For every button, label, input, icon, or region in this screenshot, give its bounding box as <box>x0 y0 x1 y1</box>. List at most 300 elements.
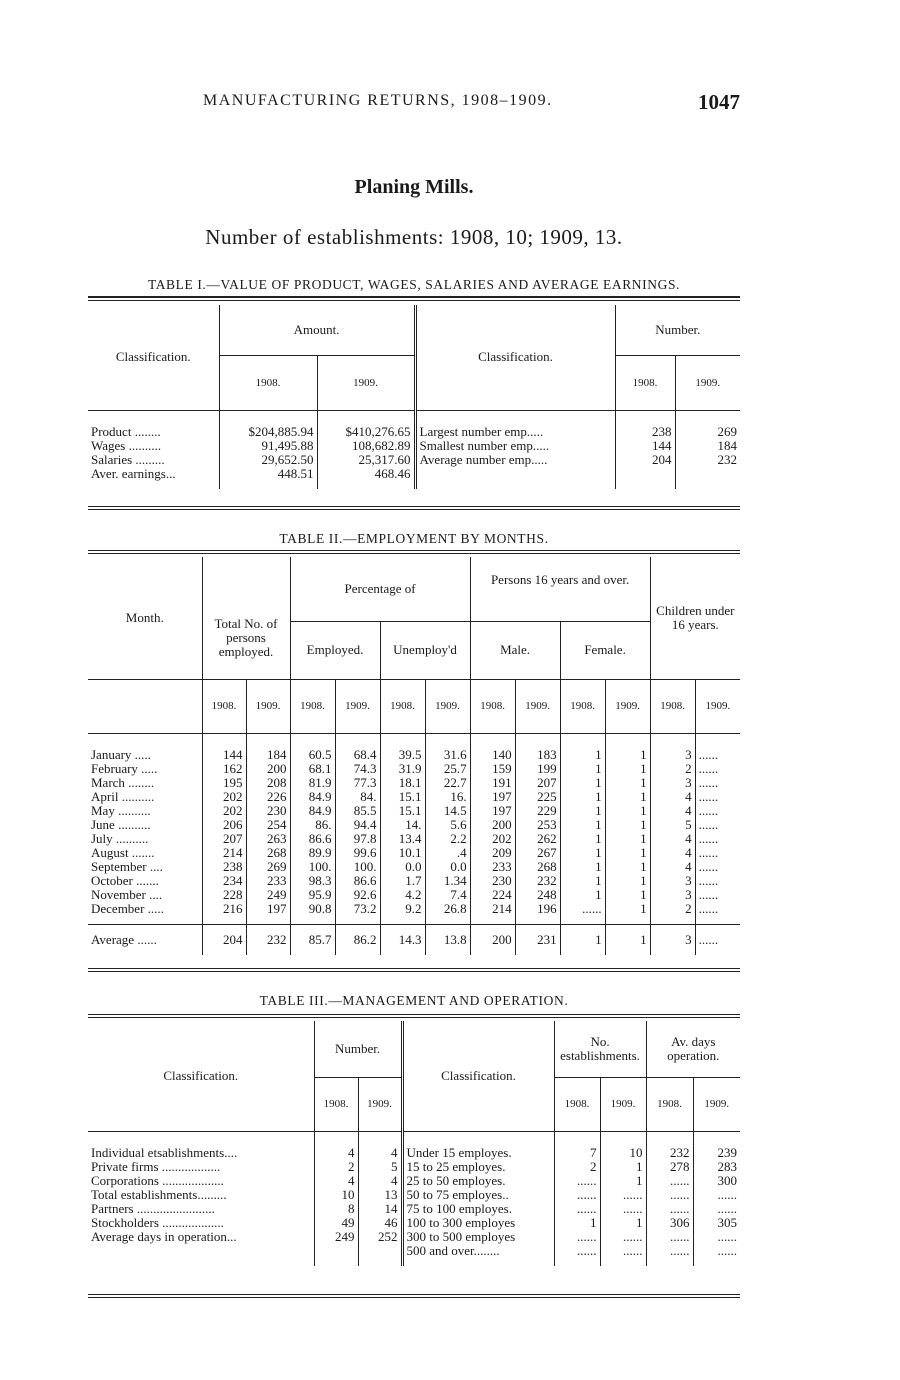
t2-cell: 85.5 <box>335 804 380 818</box>
t1-cell <box>615 467 675 481</box>
t2-cell: 81.9 <box>290 776 335 790</box>
t2-cell: 3 <box>650 748 695 762</box>
t3-cell: ...... <box>600 1230 646 1244</box>
t2-cell: 1 <box>605 888 650 902</box>
t2-cell: 1 <box>605 860 650 874</box>
t2-cell: 1 <box>605 902 650 916</box>
table1-caption: TABLE I.—VALUE OF PRODUCT, WAGES, SALARIES AND AVERAGE EARNINGS. <box>147 277 681 292</box>
t3-head-estab-1909: 1909. <box>600 1077 646 1131</box>
t2-cell: 230 <box>470 874 515 888</box>
table-row <box>88 1230 740 1244</box>
t2-head-total-1908: 1908. <box>202 679 246 733</box>
average-row <box>88 933 740 947</box>
t2-head-emp-1908: 1908. <box>290 679 335 733</box>
t2-cell: 4 <box>650 832 695 846</box>
t2-cell: 200 <box>470 818 515 832</box>
t2-cell: 1 <box>560 804 605 818</box>
t2-head-female-1908: 1908. <box>560 679 605 733</box>
t3-cell: 239 <box>717 1145 738 1160</box>
t1-cell: $204,885.94 <box>219 425 317 439</box>
t2-month-label: March ........ <box>88 776 202 790</box>
t2-cell: 14. <box>380 818 425 832</box>
t3-cell: 10 <box>600 1146 646 1160</box>
page-number: 1047 <box>698 90 740 114</box>
t2-cell: ...... <box>698 761 719 776</box>
t2-cell: 262 <box>515 832 560 846</box>
t2-cell: 140 <box>470 748 515 762</box>
page-title: Planing Mills. <box>354 176 474 198</box>
t3-head-number: Number. <box>314 1021 402 1077</box>
t2-cell: 1 <box>560 933 605 947</box>
t3-cell: ...... <box>554 1244 600 1258</box>
t2-head-persons16: Persons 16 years and over. <box>470 557 650 621</box>
t3-row-label: 25 to 50 employes. <box>402 1174 554 1188</box>
t2-cell: 1 <box>605 748 650 762</box>
t2-cell: 216 <box>202 902 246 916</box>
t3-cell: 305 <box>717 1215 738 1230</box>
t2-cell: 77.3 <box>335 776 380 790</box>
t3-row-label: Corporations ................... <box>88 1174 314 1188</box>
t2-cell: 2 <box>650 762 695 776</box>
t3-cell: ...... <box>717 1201 738 1216</box>
table3-caption: TABLE III.—MANAGEMENT AND OPERATION. <box>259 993 569 1008</box>
t2-cell: 90.8 <box>290 902 335 916</box>
t2-cell: 60.5 <box>290 748 335 762</box>
t3-cell: 1 <box>600 1160 646 1174</box>
t1-row-label2: Smallest number emp..... <box>415 439 615 453</box>
t3-cell: 1 <box>600 1174 646 1188</box>
t2-head-percentage: Percentage of <box>290 557 470 621</box>
t1-cell: 91,495.88 <box>219 439 317 453</box>
t2-cell: 267 <box>515 846 560 860</box>
t2-cell: 226 <box>246 790 290 804</box>
table-row <box>88 874 740 888</box>
t2-cell: 184 <box>246 748 290 762</box>
t2-cell: 207 <box>202 832 246 846</box>
t3-cell: ...... <box>646 1202 693 1216</box>
t2-month-label: July .......... <box>88 832 202 846</box>
t2-cell: 5.6 <box>425 818 470 832</box>
t2-month-label: September .... <box>88 860 202 874</box>
t3-cell: 8 <box>314 1202 358 1216</box>
t3-head-classification2: Classification. <box>402 1021 554 1131</box>
t2-cell: 1.34 <box>425 874 470 888</box>
t2-month-label: Average ...... <box>88 933 202 947</box>
table-row <box>88 832 740 846</box>
table3-bottom-rule <box>88 1294 740 1298</box>
t2-head-male: Male. <box>470 621 560 679</box>
page-subtitle: Number of establishments: 1908, 10; 1909, 13. <box>205 225 623 249</box>
t1-row-label: Aver. earnings... <box>88 467 219 481</box>
t2-cell: 232 <box>515 874 560 888</box>
table-row <box>88 790 740 804</box>
table-row <box>88 804 740 818</box>
t3-cell: 300 <box>717 1173 738 1188</box>
t2-cell: 197 <box>470 790 515 804</box>
t3-cell: ...... <box>600 1188 646 1202</box>
table-row <box>88 1174 740 1188</box>
t2-cell: 95.9 <box>290 888 335 902</box>
t2-cell: 99.6 <box>335 846 380 860</box>
t2-cell: .4 <box>425 846 470 860</box>
table-row <box>88 453 740 467</box>
table-row <box>88 439 740 453</box>
t1-row-label2: Largest number emp..... <box>415 425 615 439</box>
t3-head-estab-1908: 1908. <box>554 1077 600 1131</box>
table1 <box>88 305 740 489</box>
t1-row-label: Salaries ......... <box>88 453 219 467</box>
t3-head-days-1908: 1908. <box>646 1077 693 1131</box>
t2-month-label: November .... <box>88 888 202 902</box>
t1-row-label2: Average number emp..... <box>415 453 615 467</box>
t3-row-label <box>88 1244 314 1258</box>
table-row <box>88 902 740 916</box>
t2-head-emp-1909: 1909. <box>335 679 380 733</box>
t2-cell: 31.9 <box>380 762 425 776</box>
t2-head-female-1909: 1909. <box>605 679 650 733</box>
t3-row-label: Total establishments......... <box>88 1188 314 1202</box>
t2-cell: 4 <box>650 790 695 804</box>
t3-head-number-1909: 1909. <box>358 1077 402 1131</box>
t3-cell: ...... <box>600 1244 646 1258</box>
t2-cell: 16. <box>425 790 470 804</box>
t1-cell: 184 <box>717 438 738 453</box>
t2-head-unemp-1908: 1908. <box>380 679 425 733</box>
t2-cell: 191 <box>470 776 515 790</box>
table2-bottom-rule <box>88 968 740 972</box>
t3-cell: 4 <box>358 1146 402 1160</box>
t2-cell: 14.3 <box>380 933 425 947</box>
t2-cell: 74.3 <box>335 762 380 776</box>
t2-cell: 84.9 <box>290 804 335 818</box>
t1-cell: 29,652.50 <box>219 453 317 467</box>
t2-cell: 144 <box>202 748 246 762</box>
t1-cell: 25,317.60 <box>317 453 415 467</box>
table-row <box>88 748 740 762</box>
t2-cell: 3 <box>650 776 695 790</box>
t1-head-number-1908: 1908. <box>615 355 675 410</box>
t2-cell: ...... <box>698 775 719 790</box>
t2-cell: 94.4 <box>335 818 380 832</box>
t3-cell: 4 <box>314 1146 358 1160</box>
t2-cell: 238 <box>202 860 246 874</box>
t3-head-estab: No. establishments. <box>554 1021 646 1077</box>
t2-cell: 68.1 <box>290 762 335 776</box>
t2-cell: 249 <box>246 888 290 902</box>
t2-cell: ...... <box>698 803 719 818</box>
t2-cell: 15.1 <box>380 790 425 804</box>
t2-cell: 84. <box>335 790 380 804</box>
t2-cell: 1 <box>560 790 605 804</box>
t3-row-label: 50 to 75 employes.. <box>402 1188 554 1202</box>
t3-cell: 1 <box>600 1216 646 1230</box>
t2-cell: 1 <box>605 818 650 832</box>
t2-cell: 206 <box>202 818 246 832</box>
t2-month-label: February ..... <box>88 762 202 776</box>
t3-row-label: Stockholders ................... <box>88 1216 314 1230</box>
t2-cell: 1 <box>605 776 650 790</box>
t1-head-number: Number. <box>615 305 740 355</box>
t3-cell: 278 <box>646 1160 693 1174</box>
t2-cell: 3 <box>650 933 695 947</box>
t3-cell: ...... <box>646 1244 693 1258</box>
t2-cell: 0.0 <box>380 860 425 874</box>
t3-cell <box>314 1244 358 1258</box>
t3-head-number-1908: 1908. <box>314 1077 358 1131</box>
t1-head-classification: Classification. <box>88 305 219 410</box>
table-row <box>88 846 740 860</box>
t2-cell: 248 <box>515 888 560 902</box>
table-row <box>88 467 740 481</box>
t2-cell: 100. <box>335 860 380 874</box>
t1-cell <box>675 467 740 481</box>
t2-cell: 13.8 <box>425 933 470 947</box>
t3-cell: 4 <box>358 1174 402 1188</box>
t3-row-label: Under 15 employes. <box>402 1146 554 1160</box>
t2-cell: 268 <box>246 846 290 860</box>
t3-cell: ...... <box>646 1174 693 1188</box>
t3-row-label: Private firms .................. <box>88 1160 314 1174</box>
table1-bottom-rule <box>88 506 740 510</box>
t2-cell: 268 <box>515 860 560 874</box>
t2-cell: ...... <box>698 831 719 846</box>
t2-cell: 200 <box>470 933 515 947</box>
t3-row-label: 75 to 100 employes. <box>402 1202 554 1216</box>
t3-cell: 2 <box>314 1160 358 1174</box>
t3-cell: 252 <box>358 1230 402 1244</box>
t3-cell: ...... <box>554 1230 600 1244</box>
table-row <box>88 1244 740 1258</box>
table2-caption: TABLE II.—EMPLOYMENT BY MONTHS. <box>279 531 549 546</box>
t2-cell: 209 <box>470 846 515 860</box>
t2-cell: 39.5 <box>380 748 425 762</box>
t3-row-label: 15 to 25 employes. <box>402 1160 554 1174</box>
t2-cell: 5 <box>650 818 695 832</box>
t2-cell: 159 <box>470 762 515 776</box>
t2-cell: 253 <box>515 818 560 832</box>
table-row <box>88 425 740 439</box>
t1-row-label2 <box>415 467 615 481</box>
t3-cell: ...... <box>646 1230 693 1244</box>
t2-cell: ...... <box>698 887 719 902</box>
t2-cell: 4 <box>650 804 695 818</box>
t2-cell: 214 <box>202 846 246 860</box>
t3-head-days-1909: 1909. <box>693 1077 740 1131</box>
t1-cell: 232 <box>717 452 738 467</box>
t2-month-label: August ....... <box>88 846 202 860</box>
t3-cell: 49 <box>314 1216 358 1230</box>
t1-cell: 144 <box>615 439 675 453</box>
t2-head-female: Female. <box>560 621 650 679</box>
t2-head-month: Month. <box>88 557 202 679</box>
t2-cell: 1 <box>605 762 650 776</box>
t3-row-label: Average days in operation... <box>88 1230 314 1244</box>
t2-month-label: December ..... <box>88 902 202 916</box>
t2-cell: 100. <box>290 860 335 874</box>
table-row <box>88 1202 740 1216</box>
table-row <box>88 1160 740 1174</box>
t2-cell: 1 <box>560 776 605 790</box>
t2-cell: 197 <box>470 804 515 818</box>
t3-head-classification: Classification. <box>88 1021 314 1131</box>
t3-cell: ...... <box>554 1188 600 1202</box>
t2-month-label: October ....... <box>88 874 202 888</box>
t3-cell: 10 <box>314 1188 358 1202</box>
t2-head-total-1909: 1909. <box>246 679 290 733</box>
t2-cell: 92.6 <box>335 888 380 902</box>
t2-cell: 1 <box>560 832 605 846</box>
t2-cell: ...... <box>560 902 605 916</box>
t2-cell: 204 <box>202 933 246 947</box>
t2-cell: ...... <box>698 789 719 804</box>
t3-cell: 232 <box>646 1146 693 1160</box>
t1-cell: 238 <box>615 425 675 439</box>
t2-cell: ...... <box>698 859 719 874</box>
t2-cell: 4 <box>650 846 695 860</box>
t2-cell: 1 <box>560 818 605 832</box>
t2-cell: 229 <box>515 804 560 818</box>
t2-cell: 3 <box>650 874 695 888</box>
table1-top-rule <box>88 296 740 298</box>
table-row <box>88 888 740 902</box>
t2-month-label: June .......... <box>88 818 202 832</box>
t1-head-amount-1908: 1908. <box>219 355 317 410</box>
t2-cell: ...... <box>698 845 719 860</box>
t2-cell: ...... <box>698 747 719 762</box>
t3-cell: ...... <box>554 1202 600 1216</box>
t2-cell: 1.7 <box>380 874 425 888</box>
table2-top-rule <box>88 550 740 554</box>
t2-cell: 1 <box>560 860 605 874</box>
table-row <box>88 1146 740 1160</box>
t1-cell: 468.46 <box>317 467 415 481</box>
t2-head-total: Total No. of persons employed. <box>202 557 290 679</box>
t2-cell: 2.2 <box>425 832 470 846</box>
t2-cell: 196 <box>515 902 560 916</box>
t2-cell: 25.7 <box>425 762 470 776</box>
t2-cell: 233 <box>246 874 290 888</box>
table2 <box>88 557 740 955</box>
running-head <box>88 92 740 116</box>
t2-cell: 15.1 <box>380 804 425 818</box>
t1-cell: 204 <box>615 453 675 467</box>
t2-cell: 1 <box>560 762 605 776</box>
t3-cell: ...... <box>554 1174 600 1188</box>
t2-head-male-1908: 1908. <box>470 679 515 733</box>
t3-row-label: 100 to 300 employes <box>402 1216 554 1230</box>
t2-cell: 84.9 <box>290 790 335 804</box>
t2-cell: 214 <box>470 902 515 916</box>
t3-cell: 5 <box>358 1160 402 1174</box>
t2-cell: ...... <box>698 817 719 832</box>
table3 <box>88 1021 740 1266</box>
t3-cell: 306 <box>646 1216 693 1230</box>
t2-cell: 1 <box>605 804 650 818</box>
t2-cell: 1 <box>605 790 650 804</box>
t2-cell: 4.2 <box>380 888 425 902</box>
t1-head-number-1909: 1909. <box>675 355 740 410</box>
running-head-title: MANUFACTURING RETURNS, 1908–1909. <box>203 92 553 109</box>
t2-cell: 89.9 <box>290 846 335 860</box>
t2-cell: 230 <box>246 804 290 818</box>
table-row <box>88 860 740 874</box>
t2-cell: ...... <box>698 873 719 888</box>
table-row <box>88 1216 740 1230</box>
table-row <box>88 1188 740 1202</box>
t3-cell: ...... <box>717 1243 738 1258</box>
t2-cell: 263 <box>246 832 290 846</box>
t3-cell: 46 <box>358 1216 402 1230</box>
t2-cell: 18.1 <box>380 776 425 790</box>
t2-cell: 73.2 <box>335 902 380 916</box>
t1-head-amount: Amount. <box>219 305 415 355</box>
t2-cell: 98.3 <box>290 874 335 888</box>
t3-row-label: 300 to 500 employes <box>402 1230 554 1244</box>
t1-row-label: Wages .......... <box>88 439 219 453</box>
t3-cell: 249 <box>314 1230 358 1244</box>
t2-head-children: Children under 16 years. <box>650 557 740 679</box>
t2-cell: 202 <box>202 790 246 804</box>
t2-cell: 3 <box>650 888 695 902</box>
t3-cell: ...... <box>600 1202 646 1216</box>
t2-cell: 234 <box>202 874 246 888</box>
t2-cell: 197 <box>246 902 290 916</box>
t2-cell: 207 <box>515 776 560 790</box>
t2-head-children-1909: 1909. <box>695 679 740 733</box>
table1-top-rule-inner <box>88 300 740 301</box>
t2-cell: 224 <box>470 888 515 902</box>
t2-head-unemployed: Unemploy'd <box>380 621 470 679</box>
t3-head-days: Av. days operation. <box>646 1021 740 1077</box>
t2-cell: 86.6 <box>290 832 335 846</box>
t2-month-label: April .......... <box>88 790 202 804</box>
t2-cell: 1 <box>560 748 605 762</box>
t2-cell: 0.0 <box>425 860 470 874</box>
t3-cell: 2 <box>554 1160 600 1174</box>
t3-cell: 13 <box>358 1188 402 1202</box>
table3-top-rule <box>88 1014 740 1018</box>
t3-cell: 4 <box>314 1174 358 1188</box>
table-row <box>88 762 740 776</box>
t1-cell: 269 <box>717 424 738 439</box>
t2-cell: ...... <box>698 932 719 947</box>
t2-cell: 1 <box>605 832 650 846</box>
t2-cell: 183 <box>515 748 560 762</box>
t2-cell: 86.2 <box>335 933 380 947</box>
t2-cell: 228 <box>202 888 246 902</box>
t2-cell: 208 <box>246 776 290 790</box>
t2-cell: 1 <box>560 846 605 860</box>
t2-head-employed: Employed. <box>290 621 380 679</box>
t2-cell: ...... <box>698 901 719 916</box>
t2-cell: 225 <box>515 790 560 804</box>
t2-cell: 1 <box>560 874 605 888</box>
t2-cell: 202 <box>202 804 246 818</box>
t2-cell: 31.6 <box>425 748 470 762</box>
t3-cell: 283 <box>717 1159 738 1174</box>
t3-cell <box>358 1244 402 1258</box>
t2-cell: 13.4 <box>380 832 425 846</box>
t2-cell: 4 <box>650 860 695 874</box>
t2-cell: 10.1 <box>380 846 425 860</box>
t2-cell: 1 <box>605 933 650 947</box>
t2-cell: 26.8 <box>425 902 470 916</box>
t2-cell: 202 <box>470 832 515 846</box>
t1-cell: 448.51 <box>219 467 317 481</box>
t3-cell: 7 <box>554 1146 600 1160</box>
t2-cell: 232 <box>246 933 290 947</box>
t1-cell: 108,682.89 <box>317 439 415 453</box>
